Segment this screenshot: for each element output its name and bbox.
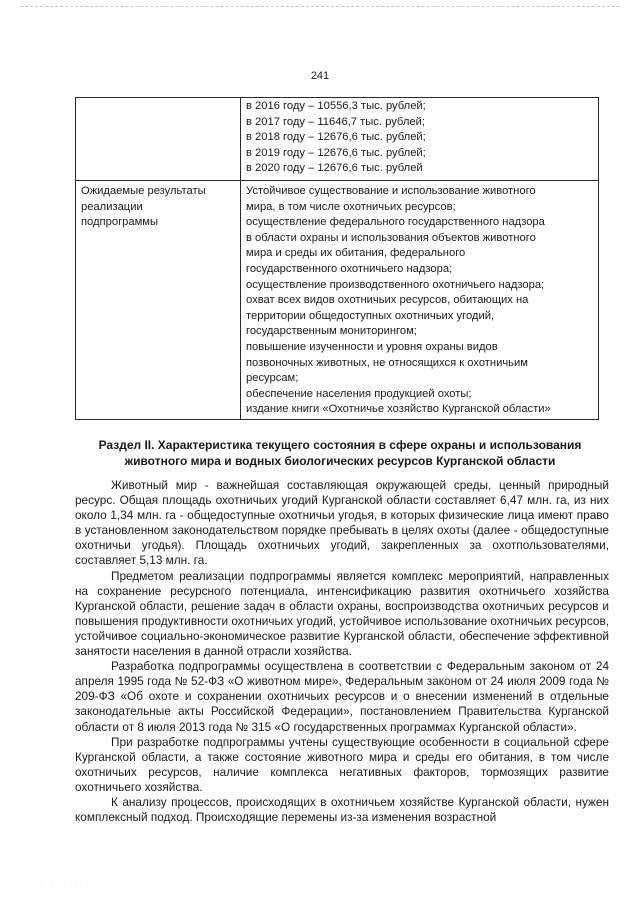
result-line: осуществление производственного охотничьего надзора;	[246, 278, 545, 291]
results-cell	[241, 181, 599, 420]
paragraph: При разработке подпрограммы учтены существующие особенности в социальной сфере Курганской области, а также состояние животного мира и среды его обитания, в том числе охотничьих ресурсов, наличие комплекса негативных факторов, тормозящих развитие охотничьего хозяйства.	[75, 734, 609, 794]
result-line: издание книги «Охотничье хозяйство Курганской области»	[246, 403, 551, 416]
section-body	[75, 478, 609, 825]
section-heading: Раздел II. Характеристика текущего состояния в сфере охраны и использования животного мира и водных биологических ресурсов Курганской области	[98, 438, 582, 468]
result-line: Устойчивое существование и использование животного	[246, 185, 536, 197]
scan-edge-top	[20, 6, 620, 9]
result-line: обеспечение населения продукцией охоты;	[246, 387, 472, 400]
paragraph: Разработка подпрограммы осуществлена в соответствии с Федеральным законом от 24 апреля 1995 года № 52-ФЗ «О животном мире», Федеральным законом от 24 июля 2009 года № 209-ФЗ «Об охоте и сохранении охотничьих ресурсов и о внесении изменений в отдельные законодательные акты Российской Федерации», постановлением Правительства Курганской области от 8 июля 2013 года № 315 «О государственных программах Курганской области».	[75, 659, 609, 734]
table-row-results	[76, 181, 599, 420]
result-line: территории общедоступных охотничьих угодий,	[246, 309, 495, 322]
funding-line: в 2017 году – 11646,7 тыс. рублей;	[246, 115, 425, 128]
paragraph: К анализу процессов, происходящих в охотничьем хозяйстве Курганской области, нужен комплексный подход. Происходящие перемены из-за изменения возрастной	[75, 794, 609, 825]
paragraph: Животный мир - важнейшая составляющая окружающей среды, ценный природный ресурс. Общая площадь охотничьих угодий Курганской области составляет 6,47 млн. га, из них около 1,34 млн. га - общедоступные охотничьи угодья, в которых физические лица имеют право в установленном законодательством порядке пребывать в целях охоты (далее - общедоступные охотничьи угодья). Площадь охотничьих угодий, закрепленных за охотпользователями, составляет 5,13 млн. га.	[75, 478, 609, 568]
result-line: мира, в том числе охотничьих ресурсов;	[246, 200, 456, 213]
scan-edge-bottom: · · · · ·	[40, 883, 93, 889]
result-line: охват всех видов охотничьих ресурсов, обитающих на	[246, 294, 529, 307]
results-label-cell	[76, 181, 241, 420]
result-line: ресурсам;	[246, 372, 299, 385]
result-line: мира и среды их обитания, федерального	[246, 247, 466, 260]
funding-line: в 2019 году – 12676,6 тыс. рублей;	[246, 146, 426, 159]
result-line: государственного охотничьего надзора;	[246, 262, 453, 275]
result-line: повышение изученности и уровня охраны видов	[246, 340, 498, 353]
results-label-line: реализации	[81, 200, 143, 213]
result-line: в области охраны и использования объектов животного	[246, 231, 536, 244]
results-label-line: подпрограммы	[81, 216, 159, 229]
subprogram-passport-table	[75, 97, 599, 420]
funding-label-cell	[76, 98, 241, 181]
table-row-funding	[76, 98, 599, 181]
funding-cell	[241, 98, 599, 181]
results-label-line: Ожидаемые результаты	[81, 185, 206, 197]
funding-line: в 2020 году – 12676,6 тыс. рублей	[246, 162, 423, 175]
funding-line: в 2018 году – 12676,6 тыс. рублей;	[246, 131, 426, 144]
result-line: государственным мониторингом;	[246, 325, 417, 338]
result-line: позвоночных животных, не относящихся к охотничьим	[246, 356, 528, 369]
funding-line: в 2016 году – 10556,3 тыс. рублей;	[246, 100, 426, 112]
result-line: осуществление федерального государственного надзора	[246, 216, 545, 229]
paragraph: Предметом реализации подпрограммы является комплекс мероприятий, направленных на сохранение ресурсного потенциала, интенсификацию развития охотничьего хозяйства Курганской области, решение задач в области охраны, воспроизводства охотничьих ресурсов и повышения продуктивности охотничьих угодий, устойчивое использование охотничьих ресурсов, устойчивое социально-экономическое развитие Курганской области, обеспечение эффективной занятости населения в данной отрасли хозяйства.	[75, 568, 609, 659]
page-number: 241	[310, 70, 330, 82]
